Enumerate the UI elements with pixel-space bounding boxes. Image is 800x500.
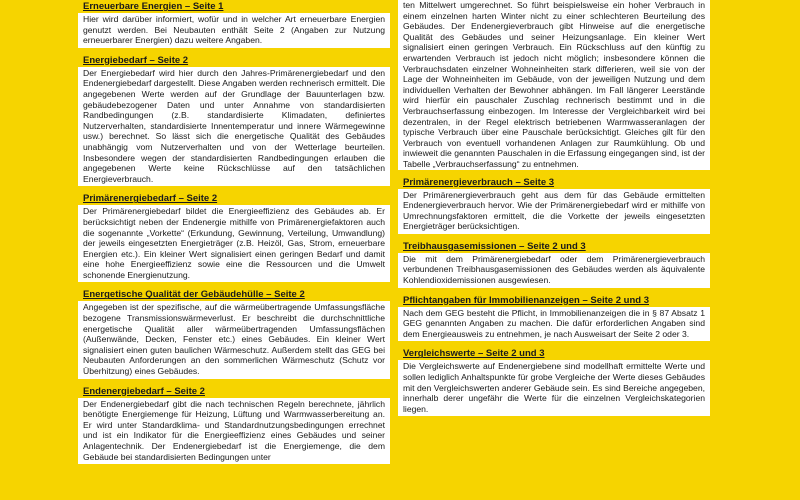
section-treibhausgasemissionen [398,240,710,288]
section-endenergiebedarf [78,385,390,465]
section-title: Erneuerbare Energien – Seite 1 [83,1,224,12]
section-body: Der Primärenergiebedarf bildet die Energieeffizienz des Gebäudes ab. Er berücksichtigt neben der Endenergie mithilfe von Primärenergiefaktoren auch die sogenannte „Vorkette“ (Erkundung, Gewinnung, Verteilung, Umwandlung) der jeweils eingesetzten Energieträger (z.B. Heizöl, Gas, Strom, erneuerbare Energien etc.). Ein kleiner Wert signalisiert einen geringen Bedarf und damit eine hohe Energieeffizienz sowie eine die Ressourcen und die Umwelt schonende Energienutzung. [78,205,390,282]
section-body: Der Endenergiebedarf gibt die nach technischen Regeln berechnete, jährlich benötigte Energiemenge für Heizung, Lüftung und Warmwasserbereitung an. Er wird unter Standardklima- und Standardnutzungsbedingungen errechnet und ist ein Indikator für die Energieeffizienz eines Gebäudes und seiner Anlagentechnik. Der Endenergiebedarf ist die Energiemenge, die dem Gebäude bei standardisierten Bedingungen unter [78,398,390,465]
section-vergleichswerte [398,347,710,416]
section-title: Endenergiebedarf – Seite 2 [83,385,205,397]
left-column [78,0,390,470]
section-primaerenergiebedarf [78,192,390,282]
section-title: Energiebedarf – Seite 2 [83,54,189,66]
section-energiebedarf [78,54,390,187]
section-body: Nach dem GEG besteht die Pflicht, in Immobilienanzeigen die in § 87 Absatz 1 GEG genannten Angaben zu machen. Die dafür erforderlichen Angaben sind dem Energieausweis zu entnehmen, je nach Ausweisart der Seite 2 oder 3. [398,307,710,342]
section-pflichtangaben [398,294,710,342]
section-body: Der Primärenergieverbrauch geht aus dem für das Gebäude ermittelten Endenergieverbrauch hervor. Wie der Primärenergiebedarf wird er mithilfe von Umrechnungsfaktoren ermittelt, die die Vorkette der jeweils eingesetzten Energieträger berücksichtigen. [398,189,710,234]
section-gebaeudehuelle [78,288,390,378]
section-title: Energetische Qualität der Gebäudehülle – Seite 2 [83,289,305,301]
section-primaerenergieverbrauch [398,176,710,234]
section-body: Die Vergleichswerte auf Endenergiebene sind modellhaft ermittelte Werte und sollen lediglich Anhaltspunkte für grobe Vergleiche der Werte dieses Gebäudes mit den Vergleichswerten anderer Gebäude sein. Es sind Bereiche angegeben, innerhalb derer ungefähr die Werte für die einzelnen Vergleichskategorien liegen. [398,360,710,416]
section-erneuerbare-energien [78,0,390,48]
section-title: Primärenergiebedarf – Seite 2 [83,193,218,205]
section-title: Primärenergieverbrauch – Seite 3 [403,176,555,188]
section-body: Der Energiebedarf wird hier durch den Jahres-Primärenergiebedarf und den Endenergiebedarf dargestellt. Diese Angaben werden rechnerisch ermittelt. Die angegebenen Werte werden auf der Grundlage der Bauunterlagen bzw. gebäudebezogener Daten und unter Annahme von standardisierten Randbedingungen (z.B. standardisierte Klimadaten, definiertes Nutzerverhalten, standardisierte Innentemperatur und innere Wärmegewinne usw.) berechnet. So lässt sich die energetische Qualität des Gebäudes unabhängig vom Nutzerverhalten und von der Wetterlage beurteilen. Insbesondere wegen der standardisierten Randbedingungen erlauben die angegebenen Werte keine Rückschlüsse auf den tatsächlichen Energieverbrauch. [78,67,390,187]
section-title: Vergleichswerte – Seite 2 und 3 [403,348,545,360]
section-body: Angegeben ist der spezifische, auf die wärmeübertragende Umfassungsfläche bezogene Transmissionswärmeverlust. Er beschreibt die durchschnittliche energetische Qualität aller wärmeübertragenden Umfassungsflächen (Außenwände, Decken, Fenster etc.) eines Gebäudes. Ein kleiner Wert signalisiert einen guten baulichen Wärmeschutz. Außerdem stellt das GEG bei Neubauten Anforderungen an den sommerlichen Wärmeschutz (Schutz vor Überhitzung) eines Gebäudes. [78,301,390,378]
section-title: Pflichtangaben für Immobilienanzeigen – Seite 2 und 3 [403,294,649,306]
section-body: Die mit dem Primärenergiebedarf oder dem Primärenergieverbrauch verbundenen Treibhausgasemissionen des Gebäudes werden als äquivalente Kohlendioxidemissionen ausgewiesen. [398,253,710,288]
right-column [398,0,710,422]
continued-text: ten Mittelwert umgerechnet. So führt beispielsweise ein hoher Verbrauch in einem einzelnen harten Winter nicht zu einer schlechteren Beurteilung des Gebäudes. Der Endenergieverbrauch gibt Hinweise auf die energetische Qualität des Gebäudes und seiner Heizungsanlage. Ein kleiner Wert signalisiert einen geringen Verbrauch. Ein Rückschluss auf den künftig zu erwartenden Verbrauch ist jedoch nicht möglich; insbesondere können die Verbrauchsdaten einzelner Wohneinheiten stark differieren, weil sie von der Lage der Wohneinheiten im Gebäude, von der jeweiligen Nutzung und dem individuellen Verhalten der Bewohner abhängen. Im Fall längerer Leerstände wird hierfür ein pauschaler Zuschlag rechnerisch bestimmt und in die Verbrauchserfassung einbezogen. Im Interesse der Vergleichbarkeit wird bei dezentralen, in der Regel elektrisch betriebenen Warmwasseranlagen der typische Verbrauch über eine Pauschale berücksichtigt. Gleiches gilt für den Verbrauch von eventuell vorhandenen Anlagen zur Raumkühlung. Ob und inwieweit die genannten Pauschalen in die Erfassung eingegangen sind, ist der Tabelle „Verbrauchserfassung“ zu entnehmen. [398,0,710,170]
section-body: Hier wird darüber informiert, wofür und in welcher Art erneuerbare Energien genutzt werden. Bei Neubauten enthält Seite 2 (Angaben zur Nutzung erneuerbarer Energien) dazu weitere Angaben. [78,13,390,48]
section-title: Treibhausgasemissionen – Seite 2 und 3 [403,240,586,252]
document-page [78,0,705,500]
